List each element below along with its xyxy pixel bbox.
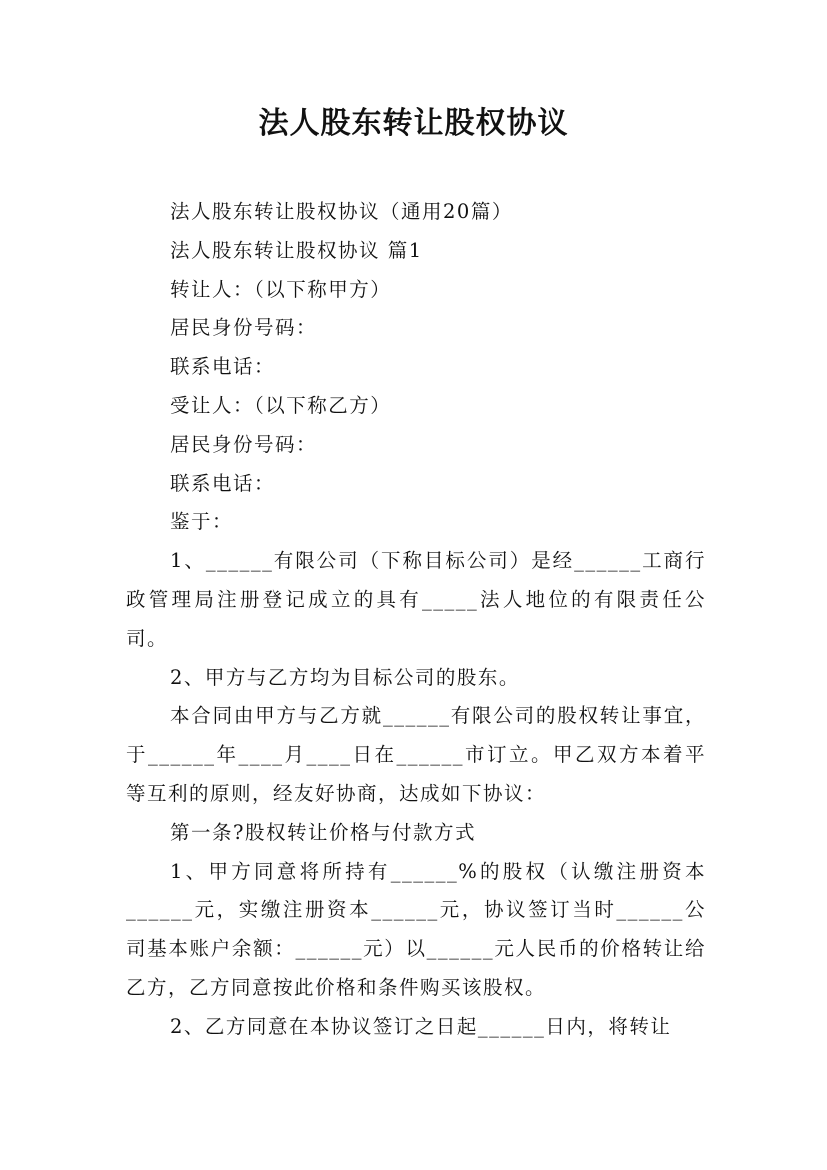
paragraph: 受让人：（以下称乙方） <box>170 393 392 417</box>
paragraph: 第一条?股权转让价格与付款方式 <box>170 820 476 844</box>
paragraph: 本合同由甲方与乙方就______有限公司的股权转让事宜，于______年____月____日在______市订立。甲乙双方本着平等互利的原则，经友好协商，达成如下协议： <box>126 704 706 805</box>
paragraph: 1、______有限公司（下称目标公司）是经______工商行政管理局注册登记成立的具有_____法人地位的有限责任公司。 <box>126 549 706 650</box>
paragraph: 法人股东转让股权协议 篇1 <box>170 238 423 262</box>
document-body <box>126 193 706 1047</box>
paragraph: 联系电话： <box>170 471 276 495</box>
document-title: 法人股东转让股权协议 <box>258 106 569 141</box>
paragraph: 法人股东转让股权协议（通用20篇） <box>170 200 513 223</box>
paragraph: 2、乙方同意在本协议签订之日起______日内，将转让 <box>170 1014 672 1038</box>
paragraph: 2、甲方与乙方均为目标公司的股东。 <box>170 665 520 689</box>
paragraph: 联系电话： <box>170 355 276 379</box>
paragraph: 居民身份号码： <box>170 316 318 340</box>
paragraph: 居民身份号码： <box>170 432 318 456</box>
paragraph: 鉴于： <box>170 510 234 534</box>
paragraph: 转让人：（以下称甲方） <box>170 277 392 301</box>
paragraph: 1、甲方同意将所持有______%的股权（认缴注册资本______元，实缴注册资本______元，协议签订当时______公司基本账户余额：______元）以______元人民币的价格转让给乙方，乙方同意按此价格和条件购买该股权。 <box>126 859 706 999</box>
